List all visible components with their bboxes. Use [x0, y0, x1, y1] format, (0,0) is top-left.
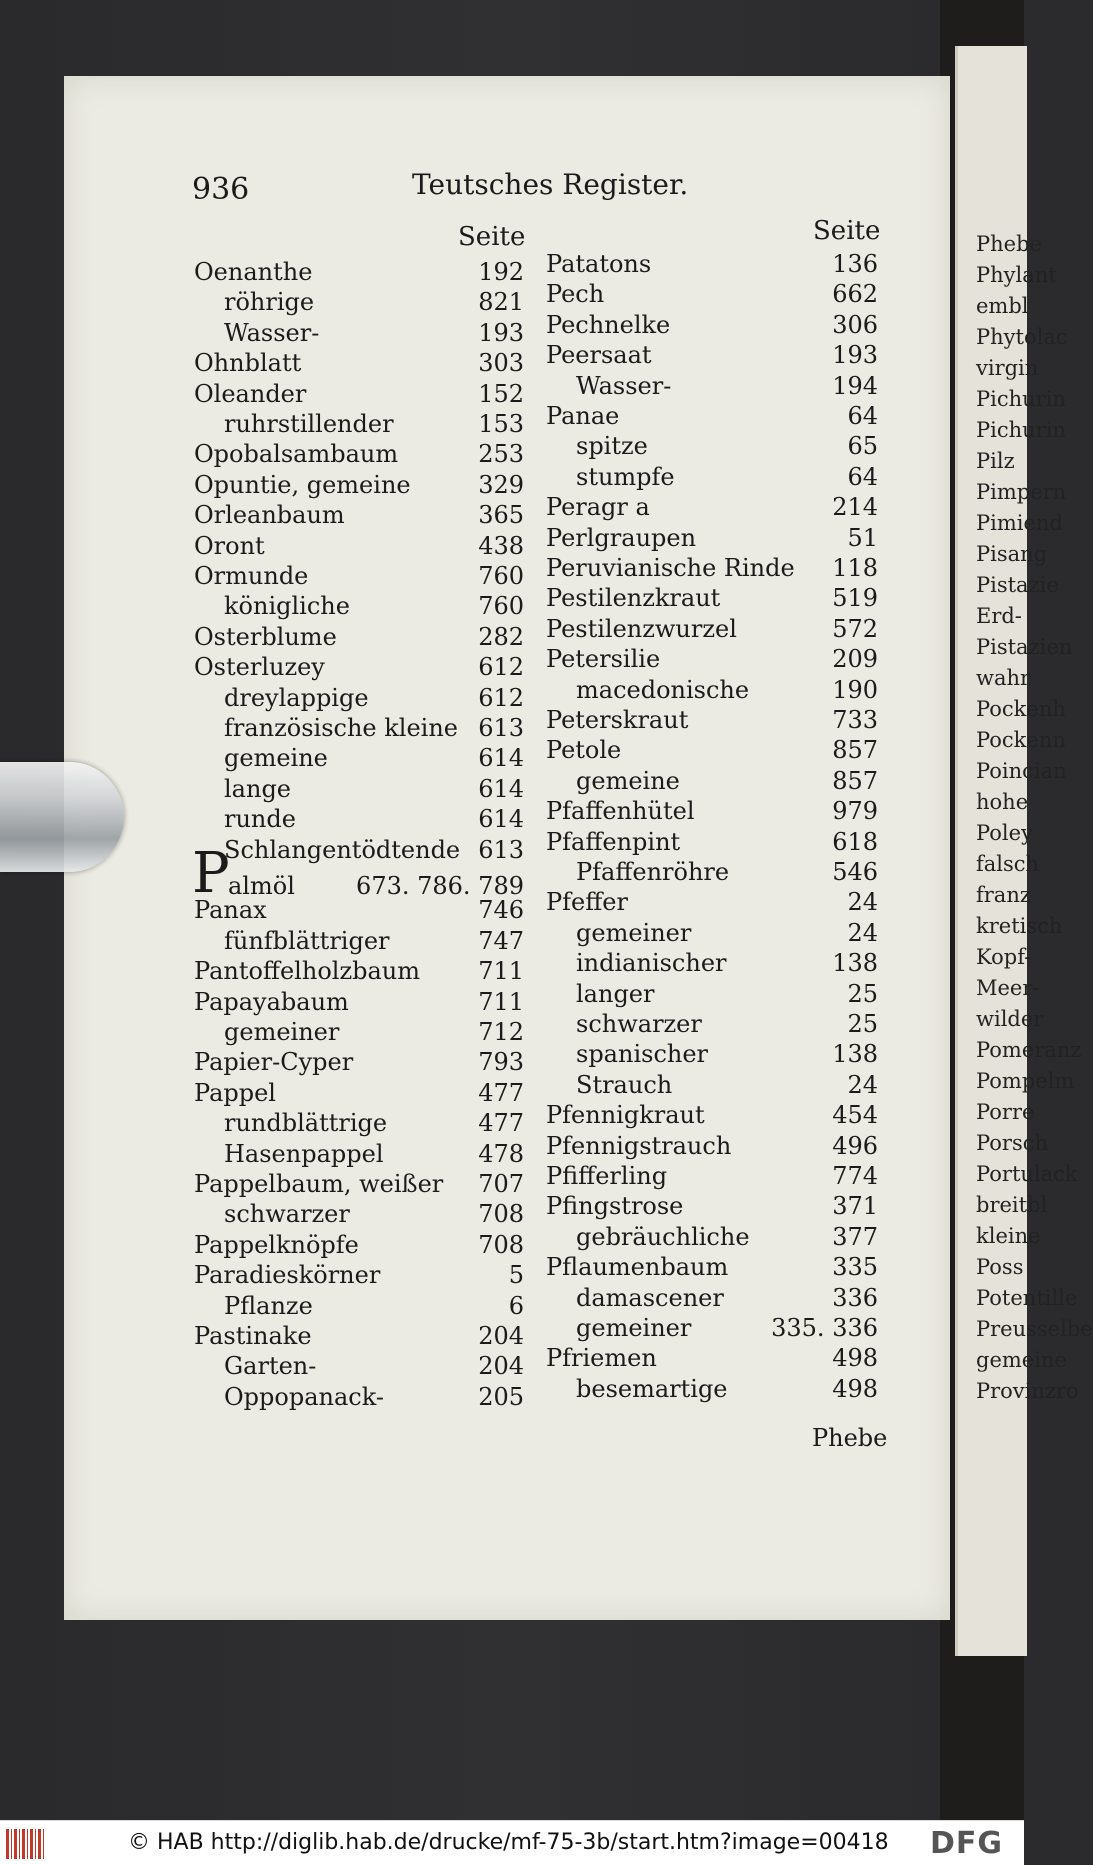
index-term: Oenanthe	[194, 258, 313, 286]
footer-bar	[0, 1820, 1024, 1865]
index-page-ref: 253	[478, 440, 524, 469]
index-term: Patatons	[546, 250, 652, 278]
left-column-entry	[224, 319, 524, 349]
index-term: Strauch	[576, 1070, 673, 1099]
adjacent-page-fragment: Pimpern	[976, 480, 1067, 504]
index-term: Pfennigstrauch	[546, 1131, 732, 1160]
adjacent-page-fragment: Pichurin	[976, 387, 1066, 411]
left-column-entry	[224, 805, 524, 835]
adjacent-page-fragment: breitbl	[976, 1193, 1048, 1217]
index-page-ref: 477	[478, 1109, 524, 1138]
index-term: Pappel	[194, 1078, 276, 1107]
index-page-ref: 6	[508, 1291, 524, 1320]
index-term: Osterblume	[194, 622, 337, 651]
index-page-ref: 618	[832, 827, 878, 856]
index-page-ref: 793	[478, 1048, 524, 1077]
index-page-ref: 747	[478, 926, 524, 955]
index-term: Pfriemen	[546, 1344, 657, 1373]
index-term: Panae	[546, 402, 620, 430]
right-column-entry	[546, 1162, 878, 1192]
right-column-entry	[576, 949, 878, 979]
index-page-ref: 204	[478, 1352, 524, 1381]
left-column-entry	[194, 349, 524, 379]
index-page-ref: 153	[478, 410, 524, 438]
adjacent-page-fragment: Pichurin	[976, 418, 1066, 442]
index-page-ref: 371	[832, 1192, 878, 1221]
index-page-ref: 673. 786. 789	[356, 872, 524, 900]
index-page-ref: 707	[478, 1170, 524, 1198]
index-page-ref: 329	[478, 470, 524, 499]
index-page-ref: 118	[832, 554, 878, 582]
index-term: gemeiner	[224, 1018, 340, 1046]
index-page-ref: 335. 336	[771, 1314, 878, 1342]
index-page-ref: 760	[478, 562, 524, 590]
right-column-entry	[576, 1223, 878, 1253]
index-term: Oppopanack-	[224, 1382, 384, 1411]
index-page-ref: 303	[478, 349, 524, 378]
index-term: Pflanze	[224, 1291, 313, 1320]
right-column-entry	[546, 280, 878, 310]
adjacent-page-fragment: Pockenh	[976, 697, 1066, 721]
left-column-entry	[194, 1170, 524, 1200]
index-page-ref: 209	[832, 645, 878, 674]
adjacent-page-fragment: Preusselbe	[976, 1317, 1093, 1341]
left-column-entry	[224, 1140, 524, 1170]
left-column-entry	[194, 471, 524, 501]
index-page-ref: 192	[478, 258, 524, 286]
index-page-ref: 136	[832, 250, 878, 278]
adjacent-page-fragment: Pockenn	[976, 728, 1066, 752]
index-term: P almöl	[192, 841, 295, 906]
index-term: Pechnelke	[546, 310, 671, 339]
right-column-entry	[576, 1071, 878, 1101]
index-page-ref: 335	[832, 1253, 878, 1282]
index-page-ref: 708	[478, 1230, 524, 1259]
index-term: röhrige	[224, 288, 315, 317]
index-page-ref: 708	[478, 1200, 524, 1229]
page-number: 936	[192, 172, 250, 207]
index-term: Petole	[546, 736, 622, 765]
index-term: königliche	[224, 592, 350, 621]
right-column-entry	[546, 1101, 878, 1131]
right-column-entry	[546, 1192, 878, 1222]
index-term: damascener	[576, 1283, 724, 1312]
adjacent-page-fragment: Poley	[976, 821, 1033, 845]
index-page-ref: 774	[832, 1162, 878, 1190]
decorated-initial: P	[192, 841, 230, 906]
index-term: Garten-	[224, 1352, 317, 1381]
index-term: ruhrstillender	[224, 410, 394, 438]
right-column-entry	[546, 493, 878, 523]
index-page-ref: 712	[478, 1018, 524, 1046]
left-column-entry	[194, 1079, 524, 1109]
left-column-entry	[194, 1048, 524, 1078]
index-page-ref: 711	[478, 987, 524, 1016]
right-column-entry	[546, 402, 878, 432]
index-term: Hasenpappel	[224, 1139, 384, 1168]
hab-logo-icon	[6, 1829, 46, 1859]
index-term: Peterskraut	[546, 706, 689, 734]
index-page-ref: 214	[832, 493, 878, 522]
index-term: dreylappige	[224, 683, 369, 712]
right-column-entry	[546, 584, 878, 614]
left-column-entry	[194, 653, 524, 683]
index-term: langer	[576, 979, 655, 1008]
adjacent-page-fragment: Porre	[976, 1100, 1035, 1124]
adjacent-page-fragment: Pistazie	[976, 573, 1059, 597]
adjacent-page-fragment: Pompelm	[976, 1069, 1075, 1093]
right-column-entry	[576, 767, 878, 797]
left-column-entry	[224, 410, 524, 440]
left-column-entry	[224, 1352, 524, 1382]
index-page-ref: 498	[832, 1374, 878, 1403]
index-page-ref: 614	[478, 744, 524, 773]
index-term: Pestilenzwurzel	[546, 614, 737, 643]
index-term: spitze	[576, 432, 648, 461]
adjacent-page-fragment: Provinzro	[976, 1379, 1079, 1403]
right-column-entry	[546, 1344, 878, 1374]
index-term: stumpfe	[576, 462, 675, 491]
index-term: Opuntie, gemeine	[194, 470, 411, 499]
adjacent-page-fragment: Poss	[976, 1255, 1024, 1279]
index-term: Pech	[546, 280, 605, 309]
adjacent-page-fragment: Phebe	[976, 232, 1042, 256]
left-column-entry	[194, 380, 524, 410]
index-page-ref: 857	[832, 736, 878, 765]
index-term: gemeine	[576, 766, 680, 795]
catchword: Phebe	[812, 1424, 888, 1452]
left-column-entry	[194, 988, 524, 1018]
index-term: Pantoffelholzbaum	[194, 957, 420, 986]
index-term: Panax	[194, 896, 267, 925]
right-column-entry	[576, 432, 878, 462]
left-column-entry	[194, 896, 524, 926]
adjacent-page-fragment: kleine	[976, 1224, 1041, 1248]
index-term: Peruvianische Rinde	[546, 554, 795, 582]
index-term: schwarzer	[224, 1200, 350, 1229]
index-term: Oront	[194, 531, 265, 560]
left-column-entry	[224, 288, 524, 318]
right-column-entry	[576, 1040, 878, 1070]
index-term: indianischer	[576, 949, 727, 978]
adjacent-page-fragment: hohe	[976, 790, 1029, 814]
index-term: schwarzer	[576, 1010, 702, 1038]
right-column-entry	[576, 1284, 878, 1314]
index-term: französische kleine	[224, 714, 459, 742]
index-term: gebräuchliche	[576, 1222, 750, 1251]
index-term: Pfaffenhütel	[546, 797, 695, 826]
right-column-entry	[546, 1253, 878, 1283]
index-page-ref: 477	[478, 1078, 524, 1107]
adjacent-page-fragment: Pimiend	[976, 511, 1063, 535]
index-page-ref: 979	[832, 797, 878, 826]
right-column-entry	[546, 706, 878, 736]
left-column-entry	[194, 1261, 524, 1291]
left-column-entry	[224, 775, 524, 805]
index-term: Osterluzey	[194, 653, 325, 682]
index-term: Wasser-	[576, 371, 672, 400]
index-page-ref: 613	[478, 714, 524, 742]
adjacent-page-fragment: Pomeranz	[976, 1038, 1082, 1062]
right-column-entry	[576, 1314, 878, 1344]
index-term: gemeiner	[576, 1314, 692, 1342]
index-page-ref: 24	[847, 1070, 878, 1099]
adjacent-page-fragment: Portulack	[976, 1162, 1078, 1186]
index-page-ref: 496	[832, 1131, 878, 1160]
right-column-entry	[546, 1132, 878, 1162]
adjacent-page-fragment: Pisang	[976, 542, 1048, 566]
index-term: Pfingstrose	[546, 1192, 684, 1221]
left-column-entry	[224, 1200, 524, 1230]
index-page-ref: 193	[832, 341, 878, 370]
left-column-entry	[194, 1322, 524, 1352]
index-page-ref: 24	[847, 888, 878, 917]
right-column-entry	[546, 311, 878, 341]
index-page-ref: 64	[847, 402, 878, 430]
left-column-entry	[224, 1383, 524, 1413]
index-page-ref: 478	[478, 1139, 524, 1168]
left-column-entry	[194, 258, 524, 288]
left-column-header: Seite	[458, 222, 526, 252]
adjacent-page-fragment: gemeine	[976, 1348, 1067, 1372]
index-page-ref: 282	[478, 622, 524, 651]
left-column-entry	[194, 532, 524, 562]
index-term: Oleander	[194, 379, 307, 408]
index-page-ref: 454	[832, 1101, 878, 1130]
left-column-entry	[224, 592, 524, 622]
index-page-ref: 821	[478, 288, 524, 317]
adjacent-page-fragment: franz	[976, 883, 1031, 907]
adjacent-page	[955, 46, 1093, 1656]
index-page-ref: 760	[478, 592, 524, 621]
index-page-ref: 64	[847, 462, 878, 491]
right-column-entry	[546, 645, 878, 675]
right-column-entry	[546, 828, 878, 858]
index-page-ref: 711	[478, 957, 524, 986]
dfg-logo: DFG	[930, 1826, 1004, 1861]
adjacent-page-fragment: embl	[976, 294, 1029, 318]
index-page-ref: 572	[832, 614, 878, 643]
index-term: Pfaffenpint	[546, 827, 681, 856]
index-term: runde	[224, 805, 296, 834]
adjacent-page-fragment: Pilz	[976, 449, 1015, 473]
left-column-entry	[224, 714, 524, 744]
index-page-ref: 152	[478, 379, 524, 408]
index-term: Pfennigkraut	[546, 1101, 705, 1130]
index-page-ref: 25	[847, 979, 878, 1008]
right-column-entry	[546, 736, 878, 766]
right-column-entry	[576, 1375, 878, 1405]
index-term: lange	[224, 774, 292, 803]
adjacent-page-fragment: Phytolac	[976, 325, 1068, 349]
index-page-ref: 614	[478, 774, 524, 803]
running-title: Teutsches Register.	[412, 168, 689, 201]
adjacent-page-fragment: wahr	[976, 666, 1031, 690]
index-page-ref: 25	[847, 1010, 878, 1038]
right-column-entry	[546, 524, 878, 554]
adjacent-page-fragment: Potentille	[976, 1286, 1078, 1310]
index-term: macedonische	[576, 675, 750, 704]
index-term: Pflaumenbaum	[546, 1253, 729, 1282]
index-page-ref: 5	[508, 1261, 524, 1290]
left-column-entry	[194, 623, 524, 653]
index-page-ref: 51	[847, 523, 878, 552]
page-clip	[0, 762, 124, 872]
adjacent-page-fragment: Erd-	[976, 604, 1022, 628]
index-term: Peragr a	[546, 493, 650, 522]
index-term: gemeine	[224, 744, 328, 773]
right-column-entry	[576, 1010, 878, 1040]
index-page-ref: 746	[478, 896, 524, 925]
left-column-entry	[224, 1018, 524, 1048]
index-page-ref: 438	[478, 531, 524, 560]
adjacent-page-fragment: Pistazien	[976, 635, 1073, 659]
adjacent-page-fragment: virgin	[976, 356, 1039, 380]
index-term: Peersaat	[546, 341, 652, 370]
left-column-entry	[194, 440, 524, 470]
right-column-entry	[576, 676, 878, 706]
right-column-entry	[546, 797, 878, 827]
index-page-ref: 546	[832, 858, 878, 886]
right-column-entry	[546, 888, 878, 918]
index-page-ref: 662	[832, 280, 878, 309]
index-term: spanischer	[576, 1040, 709, 1069]
right-column-entry	[546, 615, 878, 645]
adjacent-page-fragment: Meer-	[976, 976, 1040, 1000]
index-term: Petersilie	[546, 645, 661, 674]
index-term: Schlangentödtende	[224, 835, 461, 864]
index-page-ref: 205	[478, 1382, 524, 1411]
index-page-ref: 614	[478, 805, 524, 834]
adjacent-page-fragment: falsch	[976, 852, 1040, 876]
index-page-ref: 519	[832, 584, 878, 613]
index-term: Pfifferling	[546, 1162, 668, 1190]
right-column-entry	[576, 858, 878, 888]
index-page-ref: 190	[832, 675, 878, 704]
index-term: Orleanbaum	[194, 501, 345, 530]
left-column-entry	[224, 927, 524, 957]
index-term: Ohnblatt	[194, 349, 302, 378]
left-column-entry	[224, 744, 524, 774]
left-column-entry	[194, 501, 524, 531]
right-column-entry	[546, 250, 878, 280]
index-page-ref: 204	[478, 1322, 524, 1350]
index-term: Pastinake	[194, 1322, 312, 1350]
index-page-ref: 24	[847, 918, 878, 947]
left-column-entry	[224, 1109, 524, 1139]
index-term: gemeiner	[576, 918, 692, 947]
index-page-ref: 65	[847, 432, 878, 461]
index-page-ref: 138	[832, 1040, 878, 1069]
index-term: Pfeffer	[546, 888, 628, 917]
left-column-entry	[194, 957, 524, 987]
index-term: Ormunde	[194, 562, 309, 590]
index-page-ref: 733	[832, 706, 878, 734]
index-page-ref: 336	[832, 1283, 878, 1312]
index-page-ref: 193	[478, 318, 524, 347]
index-page-ref: 194	[832, 371, 878, 400]
adjacent-page-fragment: Kopf-	[976, 945, 1032, 969]
index-term: Opobalsambaum	[194, 440, 399, 469]
index-term: Pappelbaum, weißer	[194, 1170, 444, 1198]
index-page-ref: 138	[832, 949, 878, 978]
right-column-entry	[546, 554, 878, 584]
adjacent-page-fragment: kretisch	[976, 914, 1063, 938]
index-term: fünfblättriger	[224, 926, 390, 955]
footer-credit[interactable]: © HAB http://diglib.hab.de/drucke/mf-75-3b/start.htm?image=00418	[128, 1830, 889, 1855]
index-term: Pfaffenröhre	[576, 858, 730, 886]
index-term: besemartige	[576, 1374, 728, 1403]
index-term: Papier-Cyper	[194, 1048, 354, 1077]
index-term: Papayabaum	[194, 987, 349, 1016]
right-column-entry	[546, 341, 878, 371]
adjacent-page-fragment: wilder	[976, 1007, 1044, 1031]
left-column-entry	[194, 562, 524, 592]
index-term: Paradieskörner	[194, 1261, 381, 1290]
index-term: Perlgraupen	[546, 523, 697, 552]
adjacent-page-fragment: Porsch	[976, 1131, 1049, 1155]
index-page-ref: 365	[478, 501, 524, 530]
index-term: rundblättrige	[224, 1109, 388, 1138]
left-column-entry	[224, 684, 524, 714]
index-term: Wasser-	[224, 318, 320, 347]
index-page-ref: 498	[832, 1344, 878, 1373]
right-column-header: Seite	[813, 216, 881, 246]
left-column-entry	[224, 1292, 524, 1322]
right-column-entry	[576, 919, 878, 949]
right-column-entry	[576, 372, 878, 402]
index-page-ref: 612	[478, 653, 524, 682]
index-term: Pestilenzkraut	[546, 584, 721, 613]
left-column-entry	[224, 836, 524, 866]
index-page-ref: 857	[832, 766, 878, 795]
index-page-ref: 613	[478, 835, 524, 864]
adjacent-page-fragment: Poincian	[976, 759, 1067, 783]
right-column-entry	[576, 980, 878, 1010]
index-term: Pappelknöpfe	[194, 1230, 359, 1259]
index-page-ref: 306	[832, 310, 878, 339]
left-column-entry	[194, 1231, 524, 1261]
index-page-ref: 612	[478, 683, 524, 712]
index-page-ref: 377	[832, 1222, 878, 1251]
right-column-entry	[576, 463, 878, 493]
adjacent-page-fragment: Phylant	[976, 263, 1057, 287]
